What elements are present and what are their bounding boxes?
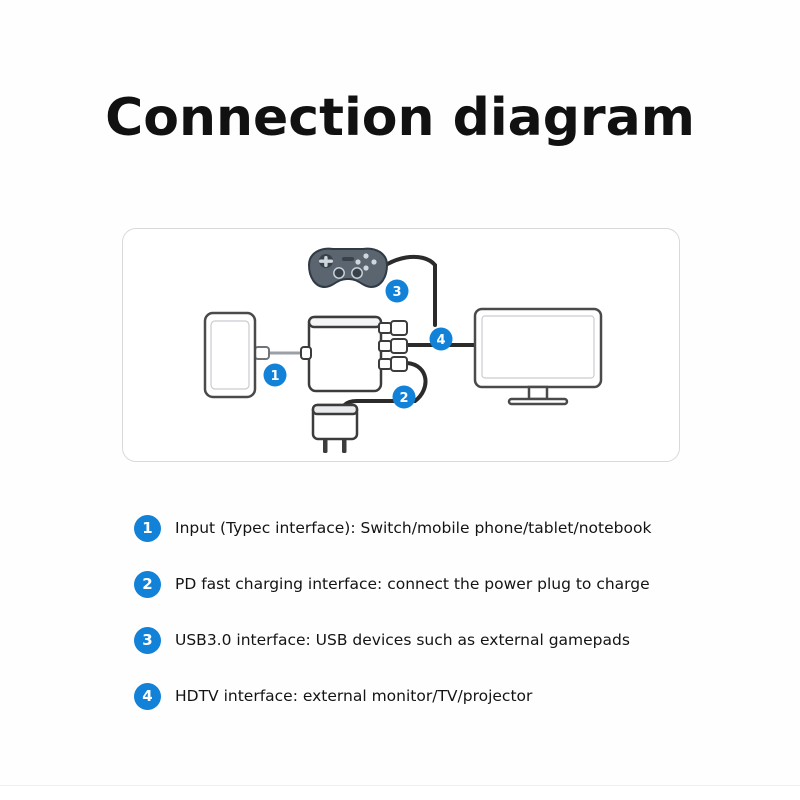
device-gamepad	[309, 249, 387, 287]
legend-badge-1: 1	[134, 515, 161, 542]
callout-2-label: 2	[399, 391, 409, 406]
device-phone	[205, 313, 255, 397]
legend-text-4: HDTV interface: external monitor/TV/projector	[175, 687, 533, 705]
callout-4-label: 4	[436, 333, 446, 348]
page-title: Connection diagram	[105, 88, 695, 148]
bottom-divider	[0, 785, 800, 800]
connection-diagram-svg	[123, 229, 679, 461]
legend-item-2	[134, 556, 754, 612]
callout-3-label: 3	[392, 285, 402, 300]
legend-text-3: USB3.0 interface: USB devices such as external gamepads	[175, 631, 630, 649]
legend-badge-4: 4	[134, 683, 161, 710]
legend-text-2: PD fast charging interface: connect the power plug to charge	[175, 575, 650, 593]
callout-1-label: 1	[270, 369, 280, 384]
legend-list	[134, 500, 754, 724]
callout-1	[264, 364, 287, 387]
device-hub	[301, 317, 407, 391]
device-power-adapter	[313, 405, 357, 453]
legend-text-1: Input (Typec interface): Switch/mobile phone/tablet/notebook	[175, 519, 652, 537]
legend-item-1	[134, 500, 754, 556]
legend-item-4	[134, 668, 754, 724]
callout-4	[430, 328, 453, 351]
legend-badge-3: 3	[134, 627, 161, 654]
legend-item-3	[134, 612, 754, 668]
legend-badge-2: 2	[134, 571, 161, 598]
device-monitor	[475, 309, 601, 404]
callout-3	[386, 280, 409, 303]
callout-2	[393, 386, 416, 409]
connection-diagram-panel	[122, 228, 680, 462]
